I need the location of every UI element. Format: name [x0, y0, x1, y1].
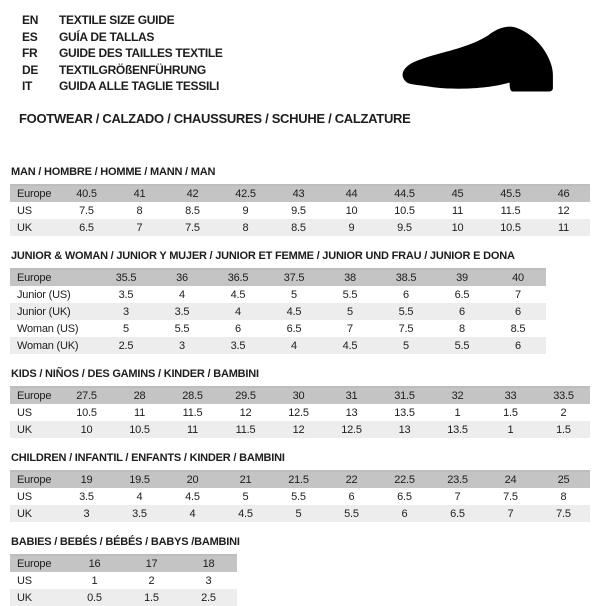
- size-value: 5.5: [174, 322, 190, 335]
- size-value: 2.5: [180, 589, 237, 606]
- size-value: 3.5: [118, 288, 134, 301]
- language-code: ES: [22, 29, 38, 44]
- size-value: 7.5: [503, 490, 518, 503]
- size-value: 6: [434, 303, 490, 320]
- language-label: TEXTILE SIZE GUIDE: [59, 13, 175, 28]
- size-value: 8.5: [185, 204, 200, 217]
- size-value: 4: [210, 303, 266, 320]
- row-label: UK: [10, 219, 60, 236]
- size-value: 4.5: [322, 337, 378, 354]
- size-value: 6.5: [397, 490, 412, 503]
- size-value: 11: [166, 421, 219, 438]
- row-label: US: [17, 574, 32, 587]
- table-row-europe: [10, 387, 590, 404]
- size-value: 42: [166, 185, 219, 202]
- row-label: Junior (US): [17, 288, 71, 301]
- size-value: 5.5: [291, 490, 306, 503]
- row-label: Europe: [10, 185, 60, 202]
- row-label: US: [17, 406, 32, 419]
- size-value: 13: [378, 421, 431, 438]
- size-value: 21: [219, 471, 272, 488]
- size-value: 5: [322, 303, 378, 320]
- size-value: 5.5: [342, 288, 358, 301]
- size-value: 6: [490, 303, 546, 320]
- size-value: 6.5: [60, 219, 113, 236]
- size-value: 7: [113, 219, 166, 236]
- size-value: 0.5: [66, 589, 123, 606]
- row-label: UK: [10, 421, 60, 438]
- size-value: 20: [166, 471, 219, 488]
- size-table-section-kids: [10, 368, 590, 438]
- size-value: 16: [66, 555, 123, 572]
- size-table-section-children: [10, 452, 590, 522]
- size-value: 7: [515, 288, 521, 301]
- size-value: 19.5: [113, 471, 166, 488]
- size-value: 12.5: [288, 406, 309, 419]
- size-value: 9.5: [291, 204, 306, 217]
- size-value: 2: [148, 574, 155, 587]
- size-value: 8.5: [510, 322, 526, 335]
- size-value: 7: [484, 505, 537, 522]
- size-value: 24: [484, 471, 537, 488]
- size-value: 8.5: [272, 219, 325, 236]
- table-row-europe: [10, 471, 590, 488]
- size-value: 5.5: [378, 303, 434, 320]
- size-value: 22: [325, 471, 378, 488]
- table-row-us: [10, 572, 237, 589]
- table-row-woman-us: [10, 320, 546, 337]
- size-value: 6: [348, 490, 355, 503]
- size-value: 4.5: [266, 303, 322, 320]
- size-value: 7.5: [398, 322, 414, 335]
- size-value: 29.5: [219, 387, 272, 404]
- size-value: 28: [113, 387, 166, 404]
- language-code: DE: [22, 62, 39, 77]
- size-value: 42.5: [219, 185, 272, 202]
- size-value: 4: [179, 288, 185, 301]
- size-value: 38: [322, 269, 378, 286]
- size-value: 2.5: [98, 337, 154, 354]
- size-table-kids: [10, 386, 590, 438]
- table-row-europe: [10, 555, 237, 572]
- size-value: 6.5: [286, 322, 302, 335]
- table-title-junior-woman: JUNIOR & WOMAN / JUNIOR Y MUJER / JUNIOR ET FEMME / JUNIOR UND FRAU / JUNIOR E DONA: [11, 250, 515, 262]
- shoe-icon: [393, 22, 589, 102]
- size-value: 7.5: [166, 219, 219, 236]
- language-label: GUIDE DES TAILLES TEXTILE: [59, 46, 223, 61]
- size-value: 6: [490, 337, 546, 354]
- size-value: 1: [484, 421, 537, 438]
- size-value: 4.5: [230, 288, 246, 301]
- table-row-europe: [10, 185, 590, 202]
- size-value: 6: [235, 322, 241, 335]
- size-value: 6: [378, 505, 431, 522]
- size-value: 13: [345, 406, 358, 419]
- size-value: 22.5: [378, 471, 431, 488]
- size-table-children: [10, 470, 590, 522]
- size-table-junior-woman: [10, 268, 546, 354]
- language-label: GUÍA DE TALLAS: [59, 29, 155, 44]
- table-row-uk: [10, 589, 237, 606]
- size-table-section-babies: [10, 536, 590, 606]
- size-value: 5: [123, 322, 129, 335]
- size-value: 11: [537, 219, 590, 236]
- size-value: 33.5: [537, 387, 590, 404]
- table-title-babies: BABIES / BEBÉS / BÉBÉS / BABYS /BAMBINI: [11, 536, 240, 548]
- table-row-europe: [10, 269, 546, 286]
- size-value: 4.5: [219, 505, 272, 522]
- size-value: 9.5: [378, 219, 431, 236]
- size-value: 10: [60, 421, 113, 438]
- size-value: 7.5: [537, 505, 590, 522]
- row-label: Europe: [10, 269, 98, 286]
- size-value: 5.5: [434, 337, 490, 354]
- size-value: 44.5: [378, 185, 431, 202]
- size-value: 10.5: [76, 406, 97, 419]
- size-table-section-junior-woman: [10, 250, 590, 354]
- size-value: 23.5: [431, 471, 484, 488]
- size-value: 7.5: [79, 204, 94, 217]
- size-value: 46: [537, 185, 590, 202]
- row-label: Europe: [10, 387, 60, 404]
- row-label: US: [17, 204, 32, 217]
- size-value: 1.5: [537, 421, 590, 438]
- row-label: UK: [10, 505, 60, 522]
- size-value: 40.5: [60, 185, 113, 202]
- size-value: 12: [239, 406, 252, 419]
- row-label: Junior (UK): [10, 303, 98, 320]
- size-value: 43: [272, 185, 325, 202]
- size-value: 25: [537, 471, 590, 488]
- size-value: 33: [484, 387, 537, 404]
- size-value: 32: [431, 387, 484, 404]
- size-value: 31.5: [378, 387, 431, 404]
- row-label: UK: [10, 589, 66, 606]
- size-value: 3: [205, 574, 212, 587]
- table-row-woman-uk: [10, 337, 546, 354]
- size-value: 28.5: [166, 387, 219, 404]
- size-value: 8: [459, 322, 465, 335]
- table-row-uk: [10, 421, 590, 438]
- size-value: 4: [266, 337, 322, 354]
- size-table-babies: [10, 554, 237, 606]
- size-value: 30: [272, 387, 325, 404]
- size-value: 12: [557, 204, 570, 217]
- table-row-us: [10, 202, 590, 219]
- language-code: FR: [22, 46, 38, 61]
- table-title-children: CHILDREN / INFANTIL / ENFANTS / KINDER / BAMBINI: [11, 452, 285, 464]
- table-row-us: [10, 404, 590, 421]
- size-value: 1: [454, 406, 461, 419]
- table-title-man: MAN / HOMBRE / HOMME / MANN / MAN: [11, 166, 216, 178]
- size-value: 21.5: [272, 471, 325, 488]
- size-value: 3.5: [154, 303, 210, 320]
- size-value: 8: [560, 490, 567, 503]
- size-value: 37.5: [266, 269, 322, 286]
- size-value: 5: [378, 337, 434, 354]
- size-value: 12: [272, 421, 325, 438]
- size-value: 10: [431, 219, 484, 236]
- size-value: 5.5: [325, 505, 378, 522]
- size-value: 3.5: [113, 505, 166, 522]
- size-value: 12.5: [325, 421, 378, 438]
- size-value: 36.5: [210, 269, 266, 286]
- size-value: 45.5: [484, 185, 537, 202]
- size-value: 6.5: [431, 505, 484, 522]
- size-value: 6.5: [454, 288, 470, 301]
- size-value: 1.5: [503, 406, 518, 419]
- size-value: 18: [180, 555, 237, 572]
- size-value: 6: [403, 288, 409, 301]
- size-value: 1: [91, 574, 98, 587]
- size-value: 4: [136, 490, 143, 503]
- size-value: 3.5: [79, 490, 94, 503]
- size-value: 5: [272, 505, 325, 522]
- size-value: 19: [60, 471, 113, 488]
- size-value: 11: [133, 406, 146, 419]
- table-row-junior-uk: [10, 303, 546, 320]
- size-table-man: [10, 184, 590, 236]
- size-value: 35.5: [98, 269, 154, 286]
- size-value: 27.5: [60, 387, 113, 404]
- size-value: 1.5: [123, 589, 180, 606]
- table-row-uk: [10, 505, 590, 522]
- row-label: Europe: [10, 471, 60, 488]
- footwear-category-header: FOOTWEAR / CALZADO / CHAUSSURES / SCHUHE / CALZATURE: [19, 110, 411, 126]
- size-value: 11.5: [219, 421, 272, 438]
- size-value: 8: [136, 204, 143, 217]
- size-value: 4: [166, 505, 219, 522]
- size-value: 3: [60, 505, 113, 522]
- size-value: 8: [219, 219, 272, 236]
- row-label: Europe: [10, 555, 66, 572]
- size-value: 3: [154, 337, 210, 354]
- size-value: 13.5: [431, 421, 484, 438]
- language-label: TEXTILGRÖßENFÜHRUNG: [59, 62, 206, 77]
- size-value: 36: [154, 269, 210, 286]
- size-value: 3: [98, 303, 154, 320]
- size-value: 13.5: [394, 406, 415, 419]
- row-label: Woman (UK): [10, 337, 98, 354]
- size-value: 10.5: [484, 219, 537, 236]
- language-label: GUIDA ALLE TAGLIE TESSILI: [59, 79, 220, 94]
- size-value: 39: [434, 269, 490, 286]
- shoe-icon-path: [403, 27, 553, 92]
- size-value: 9: [325, 219, 378, 236]
- language-code: IT: [22, 79, 33, 94]
- table-row-uk: [10, 219, 590, 236]
- size-value: 4.5: [185, 490, 200, 503]
- size-value: 44: [325, 185, 378, 202]
- size-value: 11.5: [500, 204, 521, 217]
- row-label: US: [17, 490, 32, 503]
- table-row-us: [10, 488, 590, 505]
- size-value: 3.5: [210, 337, 266, 354]
- size-value: 38.5: [378, 269, 434, 286]
- size-value: 10.5: [113, 421, 166, 438]
- size-value: 10: [345, 204, 358, 217]
- size-value: 45: [431, 185, 484, 202]
- table-row-junior-us: [10, 286, 546, 303]
- size-value: 10.5: [394, 204, 415, 217]
- language-code: EN: [22, 13, 39, 28]
- size-value: 41: [113, 185, 166, 202]
- size-value: 17: [123, 555, 180, 572]
- size-value: 9: [242, 204, 249, 217]
- size-value: 7: [454, 490, 461, 503]
- size-value: 11.5: [182, 406, 203, 419]
- size-value: 11: [451, 204, 464, 217]
- size-value: 31: [325, 387, 378, 404]
- size-value: 40: [490, 269, 546, 286]
- table-title-kids: KIDS / NIÑOS / DES GAMINS / KINDER / BAMBINI: [11, 368, 259, 380]
- size-value: 2: [560, 406, 567, 419]
- size-value: 7: [347, 322, 353, 335]
- row-label: Woman (US): [17, 322, 79, 335]
- size-table-section-man: [10, 166, 590, 236]
- size-value: 5: [242, 490, 249, 503]
- size-value: 5: [291, 288, 297, 301]
- size-tables: [10, 166, 590, 606]
